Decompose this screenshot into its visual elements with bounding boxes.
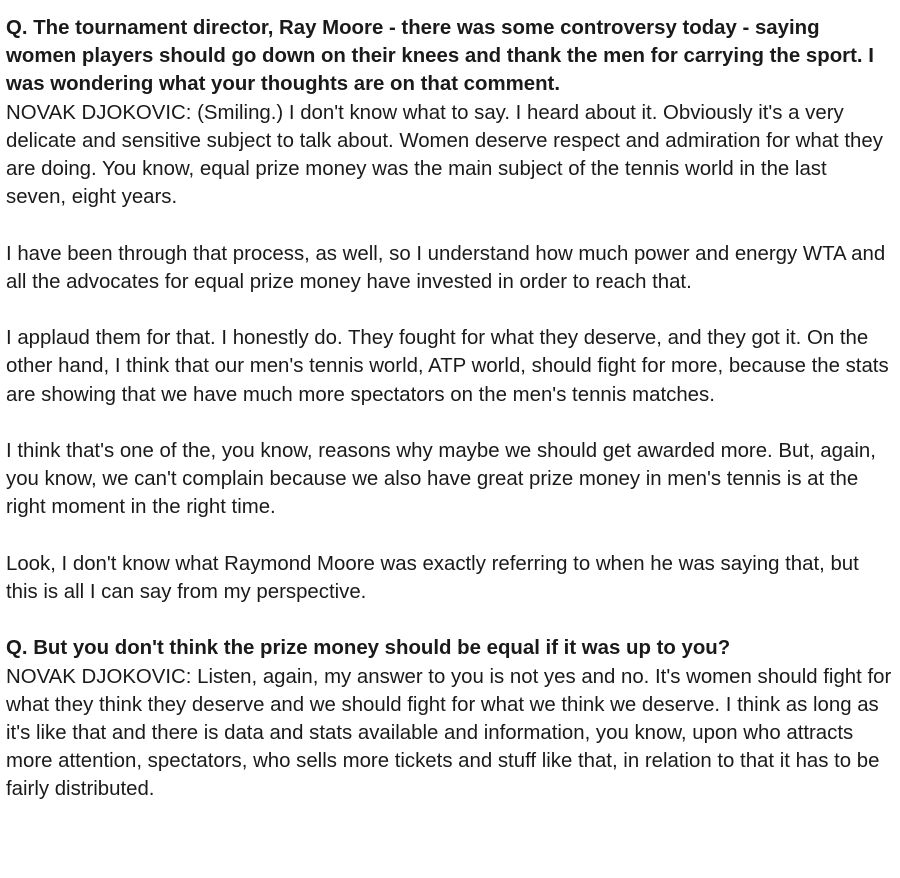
answer-1-paragraph-5: Look, I don't know what Raymond Moore was exactly referring to when he was saying that, but this is all I can say from my perspective. <box>6 552 859 603</box>
answer-1-paragraph-1: NOVAK DJOKOVIC: (Smiling.) I don't know what to say. I heard about it. Obviously it's a very delicate and sensitive subject to talk about. Women deserve respect and admiration for what they are doing. You know, equal prize money was the main subject of the tennis world in the last seven, eight years. <box>6 101 883 209</box>
answer-1-paragraph-3: I applaud them for that. I honestly do. They fought for what they deserve, and they got it. On the other hand, I think that our men's tennis world, ATP world, should fight for more, because the stats are showing that we have much more spectators on the men's tennis matches. <box>6 327 889 406</box>
paragraph-gap <box>6 211 892 239</box>
question-1: Q. The tournament director, Ray Moore - there was some controversy today - saying women players should go down on their knees and thank the men for carrying the sport. I was wondering what your thoughts are on that comment. <box>6 17 874 96</box>
answer-1-paragraph-4: I think that's one of the, you know, reasons why maybe we should get awarded more. But, again, you know, we can't complain because we also have great prize money in men's tennis is at the right moment in the right time. <box>6 440 876 519</box>
answer-1-paragraph-2: I have been through that process, as well, so I understand how much power and energy WTA and all the advocates for equal prize money have invested in order to reach that. <box>6 242 886 293</box>
paragraph-gap <box>6 522 892 550</box>
paragraph-gap <box>6 409 892 437</box>
paragraph-gap <box>6 606 892 634</box>
question-2: Q. But you don't think the prize money should be equal if it was up to you? <box>6 637 731 660</box>
answer-2: NOVAK DJOKOVIC: Listen, again, my answer to you is not yes and no. It's women should fight for what they think they deserve and we should fight for what we think we deserve. I think as long as it's like that and there is data and stats available and information, you know, upon who attracts more attention, spectators, who sells more tickets and stuff like that, in relation to that it has to be fairly distributed. <box>6 665 892 801</box>
paragraph-gap <box>6 296 892 324</box>
